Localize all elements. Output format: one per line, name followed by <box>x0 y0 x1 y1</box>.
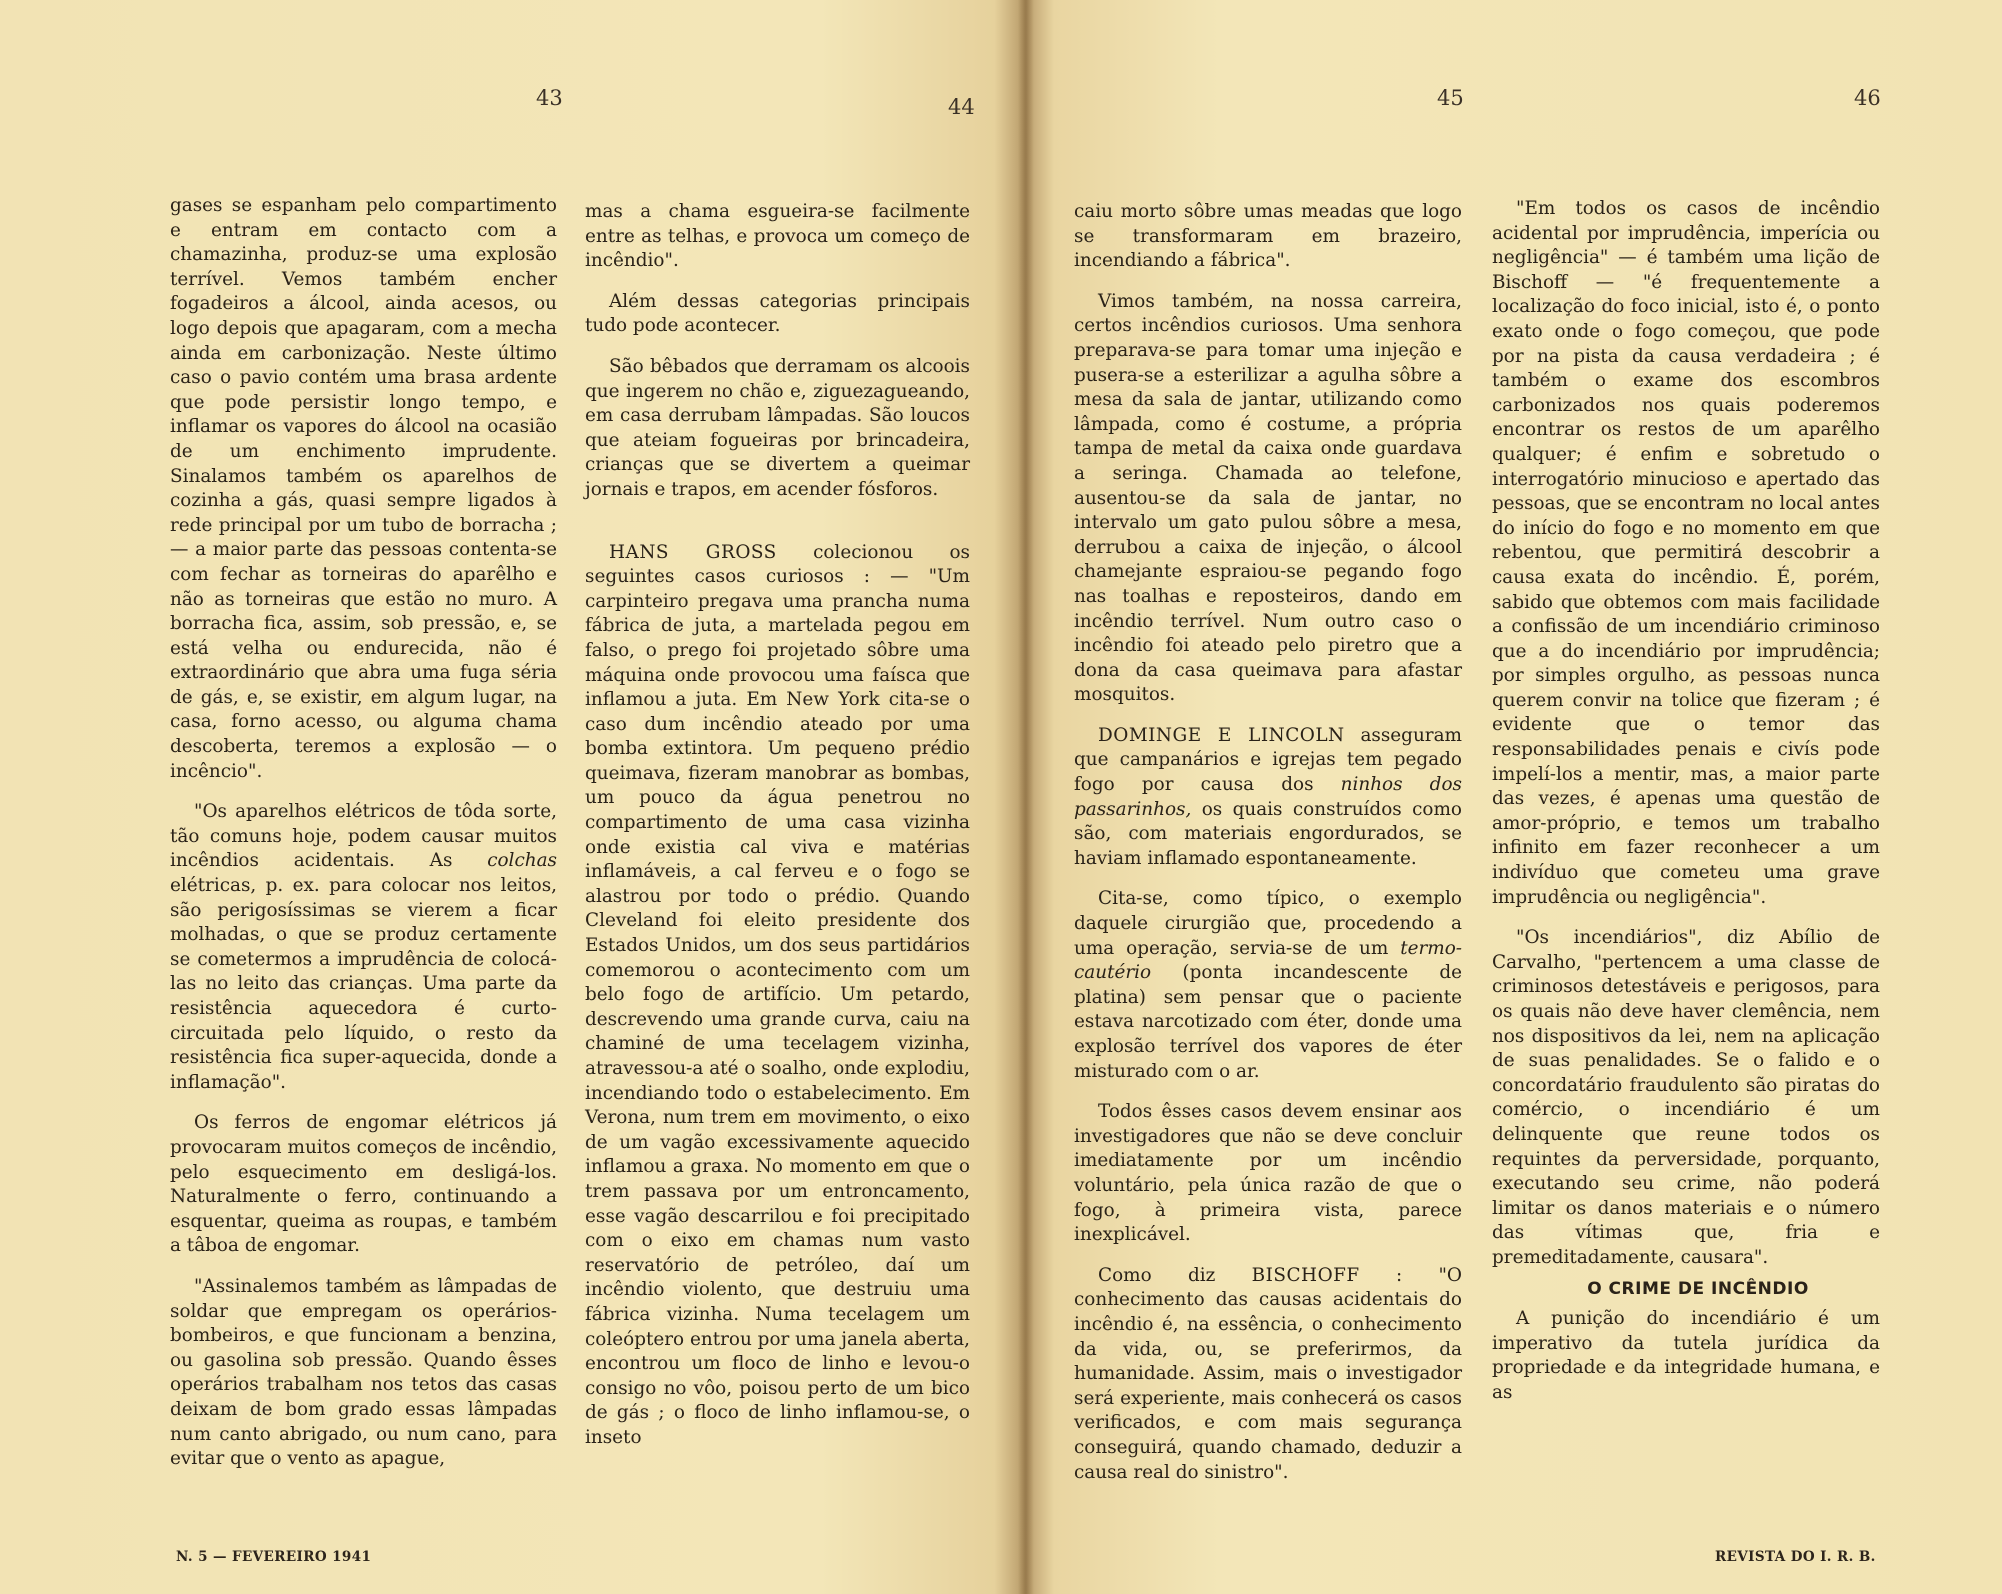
paragraph: "Em todos os casos de incêndio acidental por imprudência, imperícia ou negligência" — é também uma lição de Bischoff — "é frequentemente a localização do foco inicial, isto é, o ponto exato onde o fogo começou, que pode por na pista da causa verdadeira ; é também o exame dos escombros carbonizados nos quais poderemos encontrar os restos de um aparêlho qualquer; é enfim e sobretudo o interrogatório minucioso e apertado das pessoas, que se encontram no local antes do início do fogo e no momento em que rebentou, que permitirá descobrir a causa exata do incêndio. É, porém, sabido que obtemos com mais facilidade a confissão de um incendiário criminoso que a do incendiário por imprudência; por simples orgulho, as pessoas nunca querem convir na tolice que fizeram ; é evidente que o temor das responsabilidades penais e civís pode impelí-los a mentir, mas, a maior parte das vezes, é apenas uma questão de amor-próprio, e temos um trabalho infinito em fazer reconhecer a um indivíduo que cometeu uma grave imprudência ou negligência". <box>1492 198 1880 908</box>
paragraph: DOMINGE E LINCOLN asseguram que campanários e igrejas tem pegado fogo por causa dos ninhos dos passarinhos, os quais construídos como são, com materiais engordurados, se haviam inflamado espontaneamente. <box>1074 724 1462 869</box>
section-heading: O CRIME DE INCÊNDIO <box>1587 1278 1809 1299</box>
page-44-column <box>585 200 970 1457</box>
paragraph: HANS GROSS colecionou os seguintes casos curiosos : — "Um carpinteiro pregava uma prancha numa fábrica de juta, a martelada pegou em falso, o prego foi projetado sôbre uma máquina onde provocou uma faísca que inflamou a juta. Em New York cita-se o caso dum incêndio ateado por uma bomba extintora. Um pequeno prédio queimava, fizeram manobrar as bombas, um pouco da água penetrou no compartimento de uma casa vizinha onde existia cal viva e matérias inflamáveis, a cal ferveu e o fogo se alastrou por todo o prédio. Quando Cleveland foi eleito presidente dos Estados Unidos, um dos seus partidários comemorou o acontecimento com um belo fogo de artifício. Um petardo, descrevendo uma grande curva, caiu na chaminé de uma tecelagem vizinha, atravessou-a até o soalho, onde explodiu, incendiando todo o estabelecimento. Em Verona, num trem em movimento, o eixo de um vagão excessivamente aquecido inflamou a graxa. No momento em que o trem passava por um entroncamento, esse vagão descarrilou e foi precipitado com o eixo em chamas num vasto reservatório de petróleo, daí um incêndio violento, que destruiu uma fábrica vizinha. Numa tecelagem um coleóptero entrou por uma janela aberta, encontrou um floco de linho e levou-o consigo no vôo, poisou perto de um bico de gás ; o floco de linho inflamou-se, o inseto <box>585 541 970 1448</box>
paragraph: Todos êsses casos devem ensinar aos investigadores que não se deve concluir imediatamente por um incêndio voluntário, pela única razão de que o fogo, à primeira vista, parece inexplicável. <box>1074 1101 1462 1246</box>
paragraph: mas a chama esgueira-se facilmente entre as telhas, e provoca um começo de incêndio". <box>585 201 970 272</box>
paragraph: gases se espanham pelo compartimento e entram em contacto com a chamazinha, produz-se uma explosão terrível. Vemos também encher fogadeiros a álcool, ainda acesos, ou logo depois que apagaram, com a mecha ainda em carbonização. Neste último caso o pavio contém uma brasa ardente que pode persistir longo tempo, e inflamar os vapores do álcool na ocasião de um enchimento imprudente. Sinalamos também os aparelhos de cozinha a gás, quasi sempre ligados à rede principal por um tubo de borracha ; — a maior parte das pessoas contenta-se com fechar as torneiras do aparêlho e não as torneiras que estão no muro. A borracha fica, assim, sob pressão, e, se está velha ou endurecida, não é extraordinário que abra uma fuga séria de gás, e, se existir, em algum lugar, na casa, forno acesso, ou alguma chama descoberta, teremos a explosão — o incêncio". <box>170 195 557 782</box>
page-number-44: 44 <box>948 95 975 119</box>
footer-publication: REVISTA DO I. R. B. <box>1715 1549 1876 1565</box>
paragraph: Cita-se, como típico, o exemplo daquele cirurgião que, procedendo a uma operação, servia-se de um termo-cautério (ponta incandescente de platina) sem pensar que o paciente estava narcotizado com éter, donde uma explosão terrível dos vapores de éter misturado com o ar. <box>1074 888 1462 1082</box>
book-gutter <box>1018 0 1034 1594</box>
paragraph: "Assinalemos também as lâmpadas de soldar que empregam os operários-bombeiros, e que funcionam a benzina, ou gasolina sob pressão. Quando êsses operários trabalham nos tetos das casas deixam de bom grado essas lâmpadas num canto abrigado, ou num cano, para evitar que o vento as apague, <box>170 1275 557 1470</box>
paragraph: caiu morto sôbre umas meadas que logo se transformaram em brazeiro, incendiando a fábrica". <box>1074 201 1462 272</box>
paragraph: A punição do incendiário é um imperativo da tutela jurídica da propriedade e da integridade humana, e as <box>1492 1308 1880 1403</box>
page-46-column <box>1492 197 1880 1412</box>
page-45-column <box>1074 200 1462 1491</box>
paragraph: "Os incendiários", diz Abílio de Carvalho, "pertencem a uma classe de criminosos detestáveis e perigosos, para os quais não deve haver clemência, nem nos dispositivos da lei, nem na aplicação de suas penalidades. Se o falido e o concordatário fraudulento são piratas do comércio, o incendiário é um delinquente que reune todos os requintes da perversidade, porquanto, executando seu crime, não poderá limitar os danos materiais e o número das vítimas que, fria e premeditadamente, causara". <box>1492 927 1880 1268</box>
footer-issue: N. 5 — FEVEREIRO 1941 <box>176 1549 372 1565</box>
page-number-43: 43 <box>536 86 563 110</box>
paragraph: Vimos também, na nossa carreira, certos incêndios curiosos. Uma senhora preparava-se para tomar uma injeção e pusera-se a esterilizar a agulha sôbre a mesa da sala de jantar, utilizando como lâmpada, como é costume, a própria tampa de metal da caixa onde guardava a seringa. Chamada ao telefone, ausentou-se da sala de jantar, no intervalo um gato pulou sôbre a mesa, derrubou a caixa de injeção, o álcool chamejante espraiou-se pegando fogo nas toalhas e reposteiros, dando em incêndio terrível. Num outro caso o incêndio foi ateado pelo piretro que a dona da casa queimava para afastar mosquitos. <box>1074 290 1462 706</box>
page-number-46: 46 <box>1854 86 1881 110</box>
page-43-column <box>170 194 557 1478</box>
paragraph: São bêbados que derramam os alcoois que ingerem no chão e, ziguezagueando, em casa derrubam lâmpadas. São loucos que ateiam fogueiras por brincadeira, crianças que se divertem a queimar jornais e trapos, em acender fósforos. <box>585 355 970 500</box>
paragraph: Além dessas categorias principais tudo pode acontecer. <box>585 290 970 337</box>
paragraph: Os ferros de engomar elétricos já provocaram muitos começos de incêndio, pelo esquecimento em desligá-los. Naturalmente o ferro, continuando a esquentar, queima as roupas, e também a tâboa de engomar. <box>170 1112 557 1257</box>
page-number-45: 45 <box>1437 86 1464 110</box>
paragraph: "Os aparelhos elétricos de tôda sorte, tão comuns hoje, podem causar muitos incêndios acidentais. As colchas elétricas, p. ex. para colocar nos leitos, são perigosíssimas se vierem a ficar molhadas, o que se produz certamente se cometermos a imprudência de colocá-las no leito das crianças. Uma parte da resistência aquecedora é curto-circuitada pelo líquido, o resto da resistência fica super-aquecida, donde a inflamação". <box>170 801 557 1093</box>
paragraph: Como diz BISCHOFF : "O conhecimento das causas acidentais do incêndio é, na essência, o conhecimento da vida, ou, se preferirmos, da humanidade. Assim, mais o investigador será experiente, mais conhecerá os casos verificados, e com mais segurança conseguirá, quando chamado, deduzir a causa real do sinistro". <box>1074 1264 1463 1483</box>
